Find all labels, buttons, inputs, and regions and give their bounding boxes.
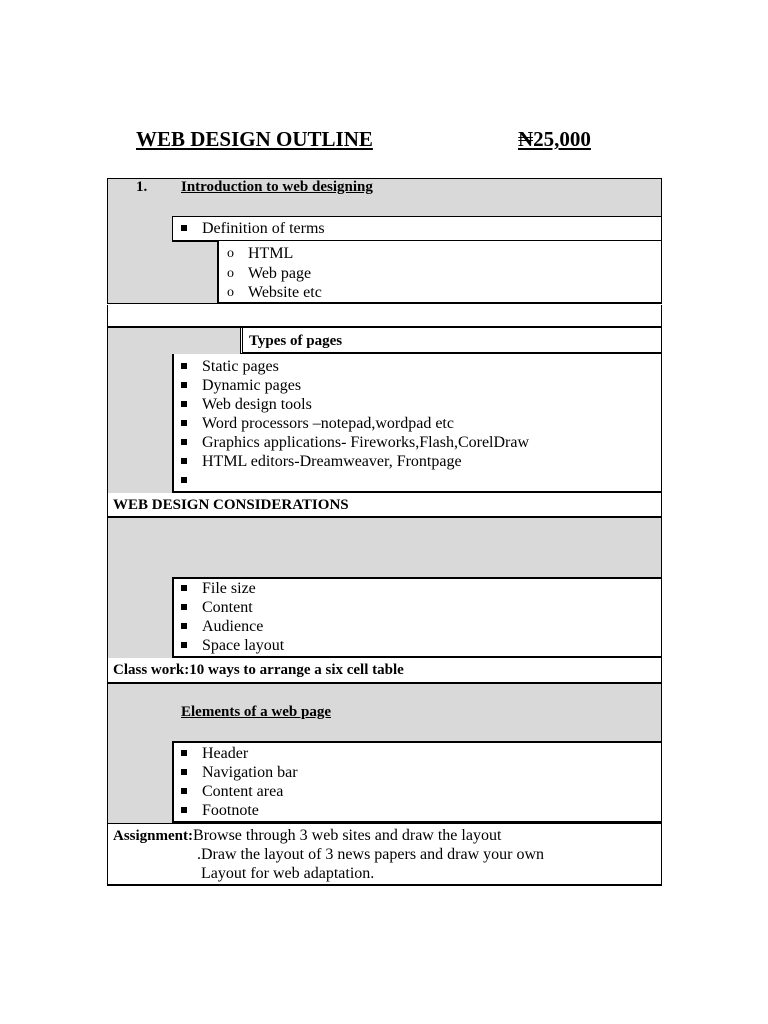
- list-item-label: Navigation bar: [202, 764, 298, 781]
- assignment-line-2: .Draw the layout of 3 news papers and draw your own: [197, 846, 545, 863]
- square-bullet-icon: [181, 623, 187, 629]
- types-list: [173, 357, 529, 490]
- assignment-line-3: Layout for web adaptation.: [201, 865, 375, 882]
- section-heading-elements: Elements of a web page: [181, 704, 331, 720]
- list-item-label: Content: [202, 599, 253, 616]
- list-item-label: Dynamic pages: [202, 377, 302, 394]
- list-item: [173, 376, 529, 395]
- price-label: ₦25,000: [518, 127, 591, 151]
- list-item-label: Web design tools: [202, 396, 312, 413]
- square-bullet-icon: [181, 439, 187, 445]
- section-heading-types: Types of pages: [249, 333, 343, 349]
- square-bullet-icon: [181, 807, 187, 813]
- spacer-row: [107, 305, 662, 328]
- square-bullet-icon: [181, 750, 187, 756]
- terms-list: [218, 244, 322, 303]
- list-item-label: Footnote: [202, 802, 259, 819]
- square-bullet-icon: [181, 585, 187, 591]
- section-heading-intro: Introduction to web designing: [181, 179, 373, 195]
- list-item: [173, 636, 284, 655]
- page-title: WEB DESIGN OUTLINE: [136, 127, 373, 151]
- list-item-label: Content area: [202, 783, 284, 800]
- definition-list: [173, 219, 325, 238]
- circle-bullet-icon: o: [227, 285, 234, 300]
- square-bullet-icon: [181, 225, 187, 231]
- list-item: [173, 763, 298, 782]
- elements-list: [173, 744, 298, 820]
- list-item-label: HTML editors-Dreamweaver, Frontpage: [202, 453, 462, 470]
- section-heading-considerations: WEB DESIGN CONSIDERATIONS: [113, 497, 349, 513]
- list-item: [218, 283, 322, 303]
- list-item-label: Space layout: [202, 637, 285, 654]
- assignment-text-1: Browse through 3 web sites and draw the layout: [193, 827, 502, 844]
- list-item-label: Website etc: [248, 284, 322, 301]
- list-item-label: Graphics applications- Fireworks,Flash,CorelDraw: [202, 434, 530, 451]
- list-item-label: Definition of terms: [202, 220, 325, 237]
- list-item: [173, 219, 325, 238]
- square-bullet-icon: [181, 458, 187, 464]
- list-item-label: Header: [202, 745, 249, 762]
- square-bullet-icon: [181, 788, 187, 794]
- list-item: [173, 395, 529, 414]
- list-item-label: Audience: [202, 618, 264, 635]
- list-item-label: Web page: [248, 264, 312, 282]
- square-bullet-icon: [181, 401, 187, 407]
- square-bullet-icon: [181, 363, 187, 369]
- list-item: [173, 782, 298, 801]
- list-item: [173, 744, 298, 763]
- list-item: [173, 579, 284, 598]
- square-bullet-icon: [181, 769, 187, 775]
- list-item: [173, 414, 529, 433]
- assignment-line-1: [113, 826, 501, 846]
- list-item-label: [202, 472, 206, 489]
- circle-bullet-icon: o: [227, 246, 234, 261]
- list-item: [173, 433, 529, 452]
- square-bullet-icon: [181, 420, 187, 426]
- square-bullet-icon: [181, 477, 187, 483]
- considerations-list: [173, 579, 284, 655]
- square-bullet-icon: [181, 604, 187, 610]
- list-item: [173, 452, 529, 471]
- square-bullet-icon: [181, 382, 187, 388]
- list-item: [173, 617, 284, 636]
- assignment-label: Assignment:: [113, 828, 194, 844]
- list-item: [218, 264, 322, 284]
- list-item-label: File size: [202, 580, 256, 597]
- list-item-label: HTML: [248, 245, 294, 262]
- section-number: 1.: [136, 179, 148, 195]
- circle-bullet-icon: o: [227, 265, 234, 281]
- list-item-label: Word processors –notepad,wordpad etc: [202, 415, 454, 432]
- list-item-label: Static pages: [202, 358, 279, 375]
- list-item: [173, 471, 529, 490]
- list-item: [173, 357, 529, 376]
- list-item: [218, 244, 322, 264]
- list-item: [173, 801, 298, 820]
- list-item: [173, 598, 284, 617]
- square-bullet-icon: [181, 642, 187, 648]
- class-work-text: Class work:10 ways to arrange a six cell table: [113, 662, 404, 678]
